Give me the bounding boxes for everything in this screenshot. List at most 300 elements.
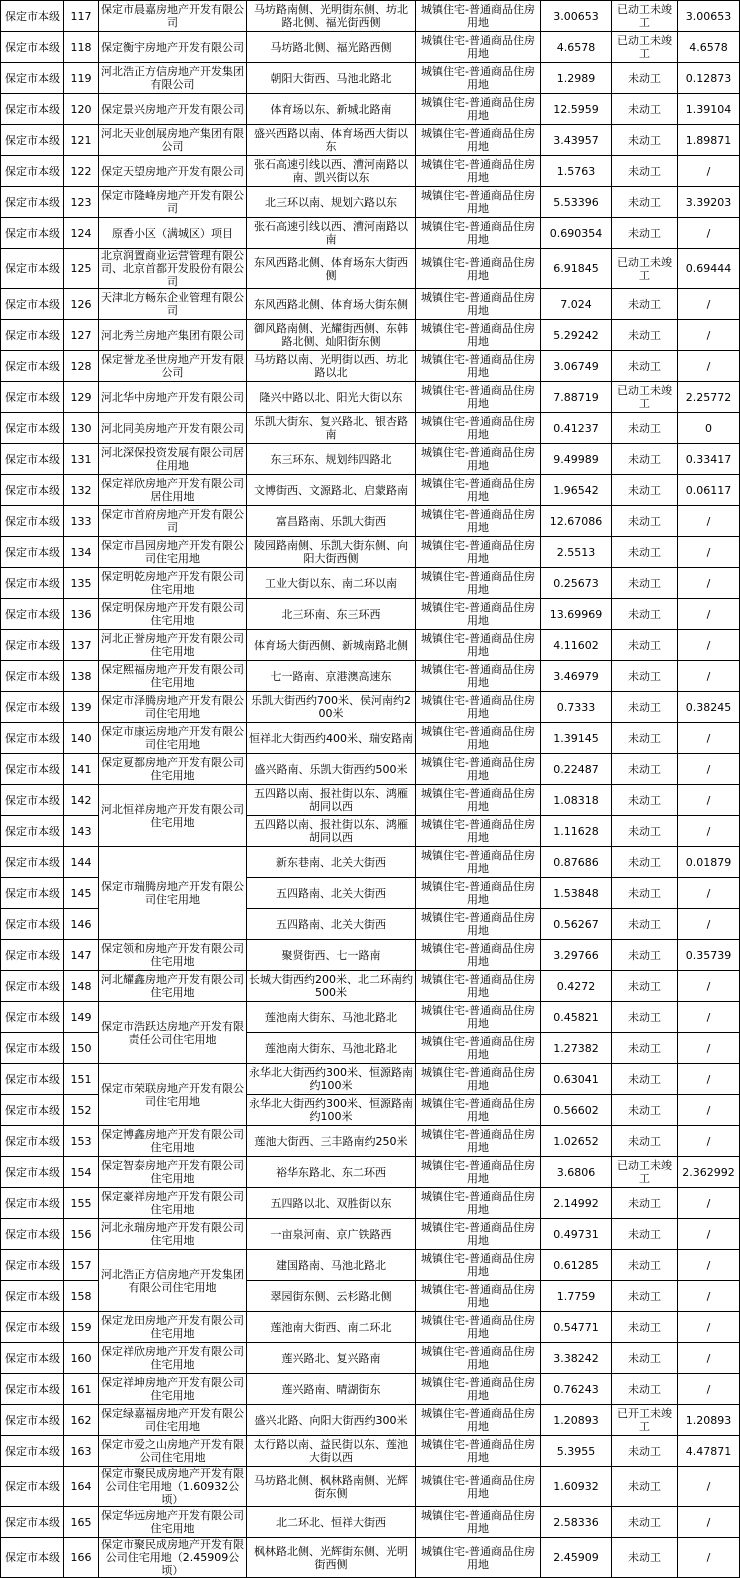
location-cell: 新东巷南、北关大街西 [247,847,416,878]
number-cell: 134 [64,537,99,568]
land-use-cell: 城镇住宅-普通商品住房用地 [416,1188,541,1219]
area-cell: 0.87686 [541,847,612,878]
area-cell: 0.4272 [541,971,612,1002]
table-row [1,1,740,32]
land-use-cell: 城镇住宅-普通商品住房用地 [416,125,541,156]
location-cell: 东三环东、规划纬四路北 [247,444,416,475]
status-cell: 未动工 [612,909,678,940]
level-cell: 保定市本级 [1,187,64,218]
land-use-cell: 城镇住宅-普通商品住房用地 [416,249,541,289]
level-cell: 保定市本级 [1,723,64,754]
status-cell: 未动工 [612,125,678,156]
status-cell: 未动工 [612,413,678,444]
table-row [1,692,740,723]
location-cell: 盛兴西路以南、体育场西大街以东 [247,125,416,156]
status-cell: 未动工 [612,320,678,351]
started-area-cell: 0.01879 [678,847,740,878]
level-cell: 保定市本级 [1,506,64,537]
number-cell: 154 [64,1157,99,1188]
company-cell: 保定华远房地产开发有限公司住宅用地 [99,1507,247,1538]
level-cell: 保定市本级 [1,475,64,506]
level-cell: 保定市本级 [1,32,64,63]
table-row [1,444,740,475]
status-cell: 未动工 [612,1095,678,1126]
number-cell: 139 [64,692,99,723]
level-cell: 保定市本级 [1,692,64,723]
level-cell: 保定市本级 [1,1538,64,1578]
land-use-cell: 城镇住宅-普通商品住房用地 [416,382,541,413]
company-cell: 河北深保投资发展有限公司居住用地 [99,444,247,475]
location-cell: 五四路南、北关大街西 [247,909,416,940]
location-cell: 马坊路北侧、枫林路南侧、光辉街东侧 [247,1467,416,1507]
table-row [1,63,740,94]
land-use-cell: 城镇住宅-普通商品住房用地 [416,537,541,568]
company-cell: 保定市隆峰房地产开发有限公司 [99,187,247,218]
location-cell: 隆兴中路以北、阳光大街以东 [247,382,416,413]
area-cell: 3.38242 [541,1343,612,1374]
company-cell: 保定祥欣房地产开发有限公司居住用地 [99,475,247,506]
area-cell: 2.45909 [541,1538,612,1578]
land-use-cell: 城镇住宅-普通商品住房用地 [416,413,541,444]
level-cell: 保定市本级 [1,785,64,816]
area-cell: 1.5763 [541,156,612,187]
level-cell: 保定市本级 [1,909,64,940]
started-area-cell: 4.6578 [678,32,740,63]
level-cell: 保定市本级 [1,1126,64,1157]
level-cell: 保定市本级 [1,1157,64,1188]
status-cell: 未动工 [612,537,678,568]
level-cell: 保定市本级 [1,1002,64,1033]
land-use-cell: 城镇住宅-普通商品住房用地 [416,1312,541,1343]
status-cell: 未动工 [612,94,678,125]
location-cell: 马坊路以南、光明街以西、坊北路以北 [247,351,416,382]
location-cell: 五四路南、北关大街西 [247,878,416,909]
table-row [1,187,740,218]
table-row [1,847,740,878]
table-row [1,320,740,351]
started-area-cell: 0.35739 [678,940,740,971]
level-cell: 保定市本级 [1,847,64,878]
location-cell: 五四路以南、报社街以东、鸿雁胡同以西 [247,785,416,816]
number-cell: 150 [64,1033,99,1064]
number-cell: 133 [64,506,99,537]
started-area-cell: 1.89871 [678,125,740,156]
level-cell: 保定市本级 [1,1436,64,1467]
status-cell: 未动工 [612,187,678,218]
started-area-cell: 0 [678,413,740,444]
area-cell: 1.53848 [541,878,612,909]
number-cell: 123 [64,187,99,218]
table-row [1,785,740,816]
level-cell: 保定市本级 [1,1405,64,1436]
area-cell: 1.08318 [541,785,612,816]
company-cell: 保定博鑫房地产开发有限公司住宅用地 [99,1126,247,1157]
company-cell: 保定衡宇房地产开发有限公司 [99,32,247,63]
area-cell: 1.2989 [541,63,612,94]
table-row [1,568,740,599]
level-cell: 保定市本级 [1,289,64,320]
company-cell: 河北同美房地产开发有限公司 [99,413,247,444]
level-cell: 保定市本级 [1,156,64,187]
table-row [1,156,740,187]
location-cell: 朝阳大街西、马池北路北 [247,63,416,94]
table-row [1,218,740,249]
land-use-cell: 城镇住宅-普通商品住房用地 [416,816,541,847]
location-cell: 七一路南、京港澳高速东 [247,661,416,692]
land-use-cell: 城镇住宅-普通商品住房用地 [416,218,541,249]
status-cell: 未动工 [612,816,678,847]
area-cell: 12.67086 [541,506,612,537]
level-cell: 保定市本级 [1,568,64,599]
table-row [1,971,740,1002]
number-cell: 118 [64,32,99,63]
land-use-cell: 城镇住宅-普通商品住房用地 [416,847,541,878]
status-cell: 未动工 [612,940,678,971]
table-row [1,475,740,506]
location-cell: 东风西路北侧、体育场大街东侧 [247,289,416,320]
number-cell: 141 [64,754,99,785]
started-area-cell: / [678,1507,740,1538]
area-cell: 2.5513 [541,537,612,568]
land-use-cell: 城镇住宅-普通商品住房用地 [416,1250,541,1281]
status-cell: 未动工 [612,1188,678,1219]
started-area-cell: / [678,537,740,568]
number-cell: 144 [64,847,99,878]
number-cell: 138 [64,661,99,692]
started-area-cell: / [678,909,740,940]
land-use-cell: 城镇住宅-普通商品住房用地 [416,723,541,754]
area-cell: 0.49731 [541,1219,612,1250]
status-cell: 未动工 [612,475,678,506]
land-use-cell: 城镇住宅-普通商品住房用地 [416,1095,541,1126]
company-cell: 天津北方畅东企业管理有限公司 [99,289,247,320]
started-area-cell: / [678,1538,740,1578]
area-cell: 7.024 [541,289,612,320]
number-cell: 162 [64,1405,99,1436]
location-cell: 一亩泉河南、京广铁路西 [247,1219,416,1250]
table-row [1,32,740,63]
started-area-cell: / [678,1467,740,1507]
land-use-cell: 城镇住宅-普通商品住房用地 [416,1538,541,1578]
number-cell: 140 [64,723,99,754]
location-cell: 恒祥北大街西约400米、瑞安路南 [247,723,416,754]
location-cell: 太行路以南、益民街以东、莲池大街以西 [247,1436,416,1467]
level-cell: 保定市本级 [1,878,64,909]
table-row [1,1312,740,1343]
table-row [1,599,740,630]
location-cell: 莲池南大街东、马池北路北 [247,1033,416,1064]
location-cell: 裕华东路北、东二环西 [247,1157,416,1188]
started-area-cell: 1.39104 [678,94,740,125]
started-area-cell: / [678,1126,740,1157]
company-cell: 保定市聚民成房地产开发有限公司住宅用地（2.45909公顷） [99,1538,247,1578]
land-use-cell: 城镇住宅-普通商品住房用地 [416,1126,541,1157]
area-cell: 13.69969 [541,599,612,630]
status-cell: 未动工 [612,785,678,816]
location-cell: 乐凯大街东、复兴路北、银杏路南 [247,413,416,444]
level-cell: 保定市本级 [1,1312,64,1343]
status-cell: 未动工 [612,1467,678,1507]
status-cell: 已动工未竣工 [612,249,678,289]
status-cell: 未动工 [612,1343,678,1374]
started-area-cell: / [678,568,740,599]
status-cell: 未动工 [612,1002,678,1033]
level-cell: 保定市本级 [1,1219,64,1250]
company-cell: 保定明乾房地产开发有限公司住宅用地 [99,568,247,599]
number-cell: 127 [64,320,99,351]
number-cell: 121 [64,125,99,156]
number-cell: 143 [64,816,99,847]
status-cell: 未动工 [612,692,678,723]
started-area-cell: / [678,785,740,816]
land-use-cell: 城镇住宅-普通商品住房用地 [416,187,541,218]
started-area-cell: / [678,1033,740,1064]
started-area-cell: / [678,218,740,249]
land-use-cell: 城镇住宅-普通商品住房用地 [416,156,541,187]
status-cell: 未动工 [612,63,678,94]
level-cell: 保定市本级 [1,1507,64,1538]
started-area-cell: / [678,351,740,382]
area-cell: 0.7333 [541,692,612,723]
area-cell: 1.7759 [541,1281,612,1312]
number-cell: 132 [64,475,99,506]
level-cell: 保定市本级 [1,320,64,351]
land-use-cell: 城镇住宅-普通商品住房用地 [416,1033,541,1064]
area-cell: 3.29766 [541,940,612,971]
number-cell: 122 [64,156,99,187]
area-cell: 3.00653 [541,1,612,32]
land-use-cell: 城镇住宅-普通商品住房用地 [416,971,541,1002]
table-row [1,249,740,289]
level-cell: 保定市本级 [1,351,64,382]
area-cell: 0.61285 [541,1250,612,1281]
land-use-cell: 城镇住宅-普通商品住房用地 [416,568,541,599]
level-cell: 保定市本级 [1,249,64,289]
land-use-cell: 城镇住宅-普通商品住房用地 [416,444,541,475]
number-cell: 155 [64,1188,99,1219]
table-row [1,351,740,382]
number-cell: 153 [64,1126,99,1157]
level-cell: 保定市本级 [1,754,64,785]
company-cell: 河北华中房地产开发有限公司 [99,382,247,413]
land-use-cell: 城镇住宅-普通商品住房用地 [416,661,541,692]
started-area-cell: / [678,1002,740,1033]
number-cell: 158 [64,1281,99,1312]
level-cell: 保定市本级 [1,630,64,661]
area-cell: 0.41237 [541,413,612,444]
location-cell: 莲池大街西、三丰路南约250米 [247,1126,416,1157]
area-cell: 5.29242 [541,320,612,351]
level-cell: 保定市本级 [1,63,64,94]
company-cell: 保定市瑞腾房地产开发有限公司住宅用地 [99,847,247,940]
started-area-cell: / [678,1281,740,1312]
company-cell: 河北浩正方信房地产开发集团有限公司住宅用地 [99,1250,247,1312]
number-cell: 125 [64,249,99,289]
number-cell: 145 [64,878,99,909]
status-cell: 未动工 [612,289,678,320]
location-cell: 永华北大街西约300米、恒源路南约100米 [247,1095,416,1126]
table-row [1,382,740,413]
status-cell: 未动工 [612,847,678,878]
level-cell: 保定市本级 [1,971,64,1002]
status-cell: 已开工未竣工 [612,1405,678,1436]
number-cell: 164 [64,1467,99,1507]
number-cell: 156 [64,1219,99,1250]
location-cell: 马坊路南侧、光明街东侧、坊北路北侧、福光街西侧 [247,1,416,32]
location-cell: 御风路南侧、光耀街西侧、东韩路北侧、灿阳街东侧 [247,320,416,351]
level-cell: 保定市本级 [1,661,64,692]
location-cell: 体育场大街西侧、新城南路北侧 [247,630,416,661]
land-use-cell: 城镇住宅-普通商品住房用地 [416,1157,541,1188]
started-area-cell: 2.25772 [678,382,740,413]
area-cell: 5.53396 [541,187,612,218]
started-area-cell: / [678,1095,740,1126]
status-cell: 未动工 [612,156,678,187]
area-cell: 0.690354 [541,218,612,249]
location-cell: 体育场以东、新城北路南 [247,94,416,125]
company-cell: 河北永瑞房地产开发有限公司住宅用地 [99,1219,247,1250]
location-cell: 陵园路南侧、乐凯大街东侧、向阳大街西侧 [247,537,416,568]
area-cell: 0.25673 [541,568,612,599]
location-cell: 翠园街东侧、云杉路北侧 [247,1281,416,1312]
location-cell: 北三环以南、规划六路以东 [247,187,416,218]
company-cell: 保定领和房地产开发有限公司住宅用地 [99,940,247,971]
number-cell: 142 [64,785,99,816]
status-cell: 未动工 [612,1312,678,1343]
table-row [1,1157,740,1188]
area-cell: 3.6806 [541,1157,612,1188]
land-use-cell: 城镇住宅-普通商品住房用地 [416,1,541,32]
location-cell: 长城大街西约200米、北二环南约500米 [247,971,416,1002]
land-use-cell: 城镇住宅-普通商品住房用地 [416,630,541,661]
company-cell: 保定祥欣房地产开发有限公司住宅用地 [99,1343,247,1374]
company-cell: 河北恒祥房地产开发有限公司住宅用地 [99,785,247,847]
level-cell: 保定市本级 [1,94,64,125]
table-row [1,1250,740,1281]
company-cell: 保定天望房地产开发有限公司 [99,156,247,187]
land-use-cell: 城镇住宅-普通商品住房用地 [416,1436,541,1467]
area-cell: 0.56267 [541,909,612,940]
started-area-cell: / [678,1188,740,1219]
table-row [1,723,740,754]
level-cell: 保定市本级 [1,1374,64,1405]
level-cell: 保定市本级 [1,1,64,32]
level-cell: 保定市本级 [1,125,64,156]
table-row [1,1467,740,1507]
land-use-cell: 城镇住宅-普通商品住房用地 [416,599,541,630]
company-cell: 保定市昌园房地产开发有限公司住宅用地 [99,537,247,568]
company-cell: 保定豪祥房地产开发有限公司住宅用地 [99,1188,247,1219]
status-cell: 未动工 [612,754,678,785]
started-area-cell: / [678,1064,740,1095]
table-row [1,1405,740,1436]
status-cell: 未动工 [612,218,678,249]
number-cell: 126 [64,289,99,320]
table-row [1,1343,740,1374]
started-area-cell: / [678,506,740,537]
location-cell: 枫林路北侧、光辉街东侧、光明街西侧 [247,1538,416,1578]
number-cell: 119 [64,63,99,94]
area-cell: 2.14992 [541,1188,612,1219]
land-use-cell: 城镇住宅-普通商品住房用地 [416,878,541,909]
area-cell: 1.39145 [541,723,612,754]
number-cell: 161 [64,1374,99,1405]
status-cell: 未动工 [612,1436,678,1467]
level-cell: 保定市本级 [1,599,64,630]
location-cell: 东风西路北侧、体育场东大街西侧 [247,249,416,289]
land-use-cell: 城镇住宅-普通商品住房用地 [416,1467,541,1507]
started-area-cell: 3.00653 [678,1,740,32]
land-use-cell: 城镇住宅-普通商品住房用地 [416,506,541,537]
number-cell: 146 [64,909,99,940]
number-cell: 136 [64,599,99,630]
company-cell: 保定誉龙圣世房地产开发有限公司 [99,351,247,382]
location-cell: 五四路以南、报社街以东、鸿雁胡同以西 [247,816,416,847]
started-area-cell: / [678,1374,740,1405]
status-cell: 已动工未竣工 [612,32,678,63]
company-cell: 保定龙田房地产开发有限公司住宅用地 [99,1312,247,1343]
started-area-cell: / [678,599,740,630]
land-use-cell: 城镇住宅-普通商品住房用地 [416,754,541,785]
land-use-cell: 城镇住宅-普通商品住房用地 [416,1374,541,1405]
area-cell: 4.6578 [541,32,612,63]
number-cell: 135 [64,568,99,599]
level-cell: 保定市本级 [1,413,64,444]
company-cell: 保定市爱之山房地产开发有限公司住宅用地 [99,1436,247,1467]
status-cell: 未动工 [612,1507,678,1538]
number-cell: 128 [64,351,99,382]
location-cell: 永华北大街西约300米、恒源路南约100米 [247,1064,416,1095]
area-cell: 0.22487 [541,754,612,785]
number-cell: 151 [64,1064,99,1095]
table-row [1,1374,740,1405]
started-area-cell: / [678,1219,740,1250]
status-cell: 未动工 [612,630,678,661]
status-cell: 未动工 [612,1126,678,1157]
status-cell: 未动工 [612,351,678,382]
started-area-cell: / [678,1312,740,1343]
table-row [1,754,740,785]
company-cell: 河北秀兰房地产集团有限公司 [99,320,247,351]
land-use-cell: 城镇住宅-普通商品住房用地 [416,692,541,723]
number-cell: 130 [64,413,99,444]
location-cell: 莲池南大街西、南二环北 [247,1312,416,1343]
started-area-cell: / [678,1343,740,1374]
area-cell: 1.20893 [541,1405,612,1436]
level-cell: 保定市本级 [1,1467,64,1507]
company-cell: 保定市晨嘉房地产开发有限公司 [99,1,247,32]
location-cell: 乐凯大街西约700米、侯河南约200米 [247,692,416,723]
table-row [1,1188,740,1219]
area-cell: 12.5959 [541,94,612,125]
area-cell: 2.58336 [541,1507,612,1538]
level-cell: 保定市本级 [1,537,64,568]
status-cell: 已动工未竣工 [612,1157,678,1188]
land-use-cell: 城镇住宅-普通商品住房用地 [416,63,541,94]
level-cell: 保定市本级 [1,1188,64,1219]
land-use-cell: 城镇住宅-普通商品住房用地 [416,1405,541,1436]
table-row [1,1002,740,1033]
area-cell: 3.46979 [541,661,612,692]
level-cell: 保定市本级 [1,444,64,475]
area-cell: 0.63041 [541,1064,612,1095]
area-cell: 1.02652 [541,1126,612,1157]
number-cell: 124 [64,218,99,249]
started-area-cell: / [678,630,740,661]
location-cell: 盛兴北路、向阳大街西约300米 [247,1405,416,1436]
table-row [1,1126,740,1157]
level-cell: 保定市本级 [1,1343,64,1374]
